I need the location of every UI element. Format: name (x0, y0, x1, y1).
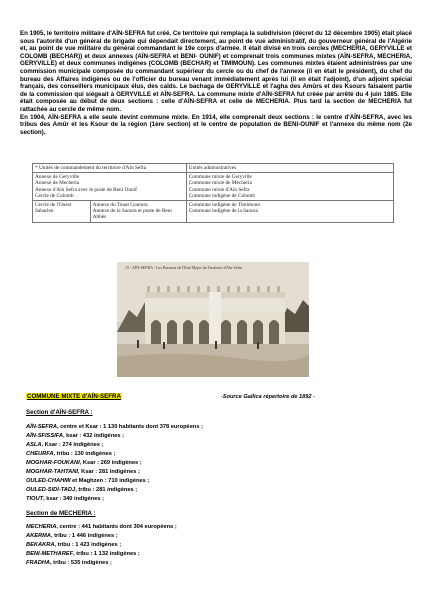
intro-paragraph-2: En 1904, AÏN-SEFRA a elle seule devint commune mixte. En 1914, elle comprenait deux sections : le centre d'AÏN-SEFRA, avec les tribus des Amûr et les Ksour de la région (1ère section) et le centre de population de BENI-OUNIF et l'annexe du même nom (2e section). (20, 113, 412, 136)
table-cell-line: Commune mixte d'Aïn Sefra (188, 186, 250, 193)
table-cell-line: Annexe d'Aïn Sefra avec le poste de Beni Ounif (35, 186, 137, 193)
list-item (26, 450, 406, 459)
list-item (26, 486, 406, 495)
list-item (26, 523, 406, 532)
list-item (26, 550, 406, 559)
table-row2-col1 (33, 201, 91, 223)
place-name: OULED-CHAHMI (26, 477, 71, 484)
place-name: CHEURFA (26, 450, 54, 457)
photo-illustration (117, 262, 309, 377)
list-item (26, 432, 406, 441)
intro-paragraph-1: En 1905, le territoire militaire d'AÏN-SEFRA fut créé. Ce territoire qui remplaça la subdivision (décret du 12 décembre 1905) était placé sous l'autorité d'un général de brigade qui dépendait directement, au point de vue administratif, du gouverneur général de l'Algérie et, au point de vue militaire du général commandant le 19e corps d'armée. Il était divisé en trois cercles (MECHERIA, GERYVILLE et COLOMB (BECHAR)) et deux annexes (AÏN-SEFRA et BENI- OUNIF) et comprenait trois communes mixtes (AÏN-SEFRA, MECHERIA, GERYVILLE) et deux communes indigènes (COLOMB (BECHAR) et TIMIMOUN). Les communes mixtes étaient administrées par une commission municipale composée du commandant supérieur du cercle ou du chef de l'annexe (il en était le président), du chef du bureau des Affaires indigènes ou de l'officier du bureau venant immédiatement après lui (il en était l'adjoint), d'un adjoint spécial français, des conseillers municipaux élus, des caïds. Le bachaga de GERYVILLE et l'agha des Amûrs et des Ksours faisaient partie de la commission qui siégeait à GERYVILLE et AÏN-SEFRA. La commune mixte d'AÏN-SEFRA fut créée par arrêté du 4 juin 1885. Elle était composée au début de deux sections : celle d'AÏN-SEFRA et celle de MECHERIA. Plus tard la section de MECHERIA fut rattachée au cercle de même nom. (20, 30, 412, 113)
table-cell-line: Cercle de Colomb (35, 192, 74, 199)
table-header-left: * Unités de commandement du territoire d'Aïn Sefra (33, 164, 187, 173)
place-info: , tribu : 1 446 indigènes ; (50, 532, 118, 539)
historical-photo (117, 262, 309, 377)
place-name: BEKAKRA (26, 541, 55, 548)
list-item (26, 441, 406, 450)
place-info: , Ksar : 269 indigènes ; (79, 459, 142, 466)
place-name: AÏN-SEFRA (26, 424, 57, 430)
list-item (26, 532, 406, 541)
place-name: ASLA (26, 441, 42, 448)
table-cell-line: Commune mixte de Geryville (188, 174, 252, 181)
table-cell-line: Annexe de Mecheria (35, 180, 80, 187)
place-info: , Ksar : 274 indigènes ; (41, 441, 104, 448)
table-cell-line: Commune indigène de Timimoun (188, 202, 261, 209)
table-cell-line: Annexe du Touat Gourara (92, 202, 148, 209)
table-cell-line: Abbès (92, 214, 107, 221)
list-item (26, 459, 406, 468)
place-name: MOGHAR-TAHTANI (26, 468, 78, 475)
table-row1-left (33, 173, 187, 201)
list-item (26, 423, 406, 432)
place-name: AKERMA (26, 532, 51, 539)
list-item (26, 559, 406, 568)
section-heading-ain-sefra: Section d'AÏN-SEFRA : (26, 409, 93, 416)
table-cell-line: Annexe de Geryville (35, 174, 80, 181)
table-cell-line: Saharien (35, 208, 54, 215)
section-list-ain-sefra (26, 423, 406, 504)
list-item (26, 477, 406, 486)
place-info: , tribu : 535 indigènes ; (50, 559, 112, 566)
place-info: , tribu : 1 423 indigènes ; (54, 541, 122, 548)
place-info: , Ksar : 281 indigènes ; (77, 468, 140, 475)
place-name: BENI-METHAREF (26, 550, 74, 557)
place-info: , ksar : 432 indigènes ; (62, 432, 124, 439)
intro-text (20, 30, 412, 136)
section-list-mecheria (26, 523, 406, 568)
place-info: , ksar : 340 indigènes ; (43, 495, 105, 502)
place-name: OULED-SIDI-TADJ (26, 486, 76, 493)
table-cell-line: Commune indigène de Colomb (188, 192, 256, 199)
place-info: et Maghzen : 710 indigènes ; (70, 477, 150, 484)
source-note: -Source Gallica répertoire de 1892 - (221, 394, 315, 400)
place-name: MECHERIA (26, 524, 57, 530)
units-table (32, 163, 394, 223)
list-item (26, 541, 406, 550)
table-row1-right (186, 173, 393, 201)
place-name: MOGHAR-FOUKANI (26, 459, 80, 466)
place-info: , centre : 441 habitants dont 304 européens ; (56, 524, 177, 530)
place-info: , centre et Ksar : 1 130 habitants dont 378 européens ; (56, 424, 203, 430)
place-info: , tribu : 281 indigènes ; (75, 486, 138, 493)
section-heading-mecheria: Section de MECHERIA : (26, 510, 96, 517)
place-name: AÏN-SFISSIFA (26, 432, 63, 439)
table-cell-line: Commune indigène de la Saoura (188, 208, 258, 215)
place-name: FRADHA (26, 559, 51, 566)
table-row2-right (186, 201, 393, 223)
table-header-right: Unités administratives (186, 164, 393, 173)
photo-caption: 15 - AÏN-SEFRA - Les Bureaux de l'Etat-Major du Territoire d'Aïn-Sefra (125, 265, 243, 270)
list-item (26, 495, 406, 504)
place-info: , tribu : 1 132 indigènes ; (73, 550, 140, 557)
table-cell-line: Commune mixte de Mecheria (188, 180, 252, 187)
list-item (26, 468, 406, 477)
table-row2-col2 (90, 201, 186, 223)
place-info: , tribu : 130 indigènes ; (53, 450, 116, 457)
place-name: TIOUT (26, 495, 44, 502)
commune-heading: COMMUNE MIXTE d'AÏN-SEFRA (27, 393, 121, 400)
table-cell-line: Cercle de l'Ouest (35, 202, 72, 209)
table-cell-line: Annexe de la Saoura et poste de Beni (92, 208, 172, 215)
